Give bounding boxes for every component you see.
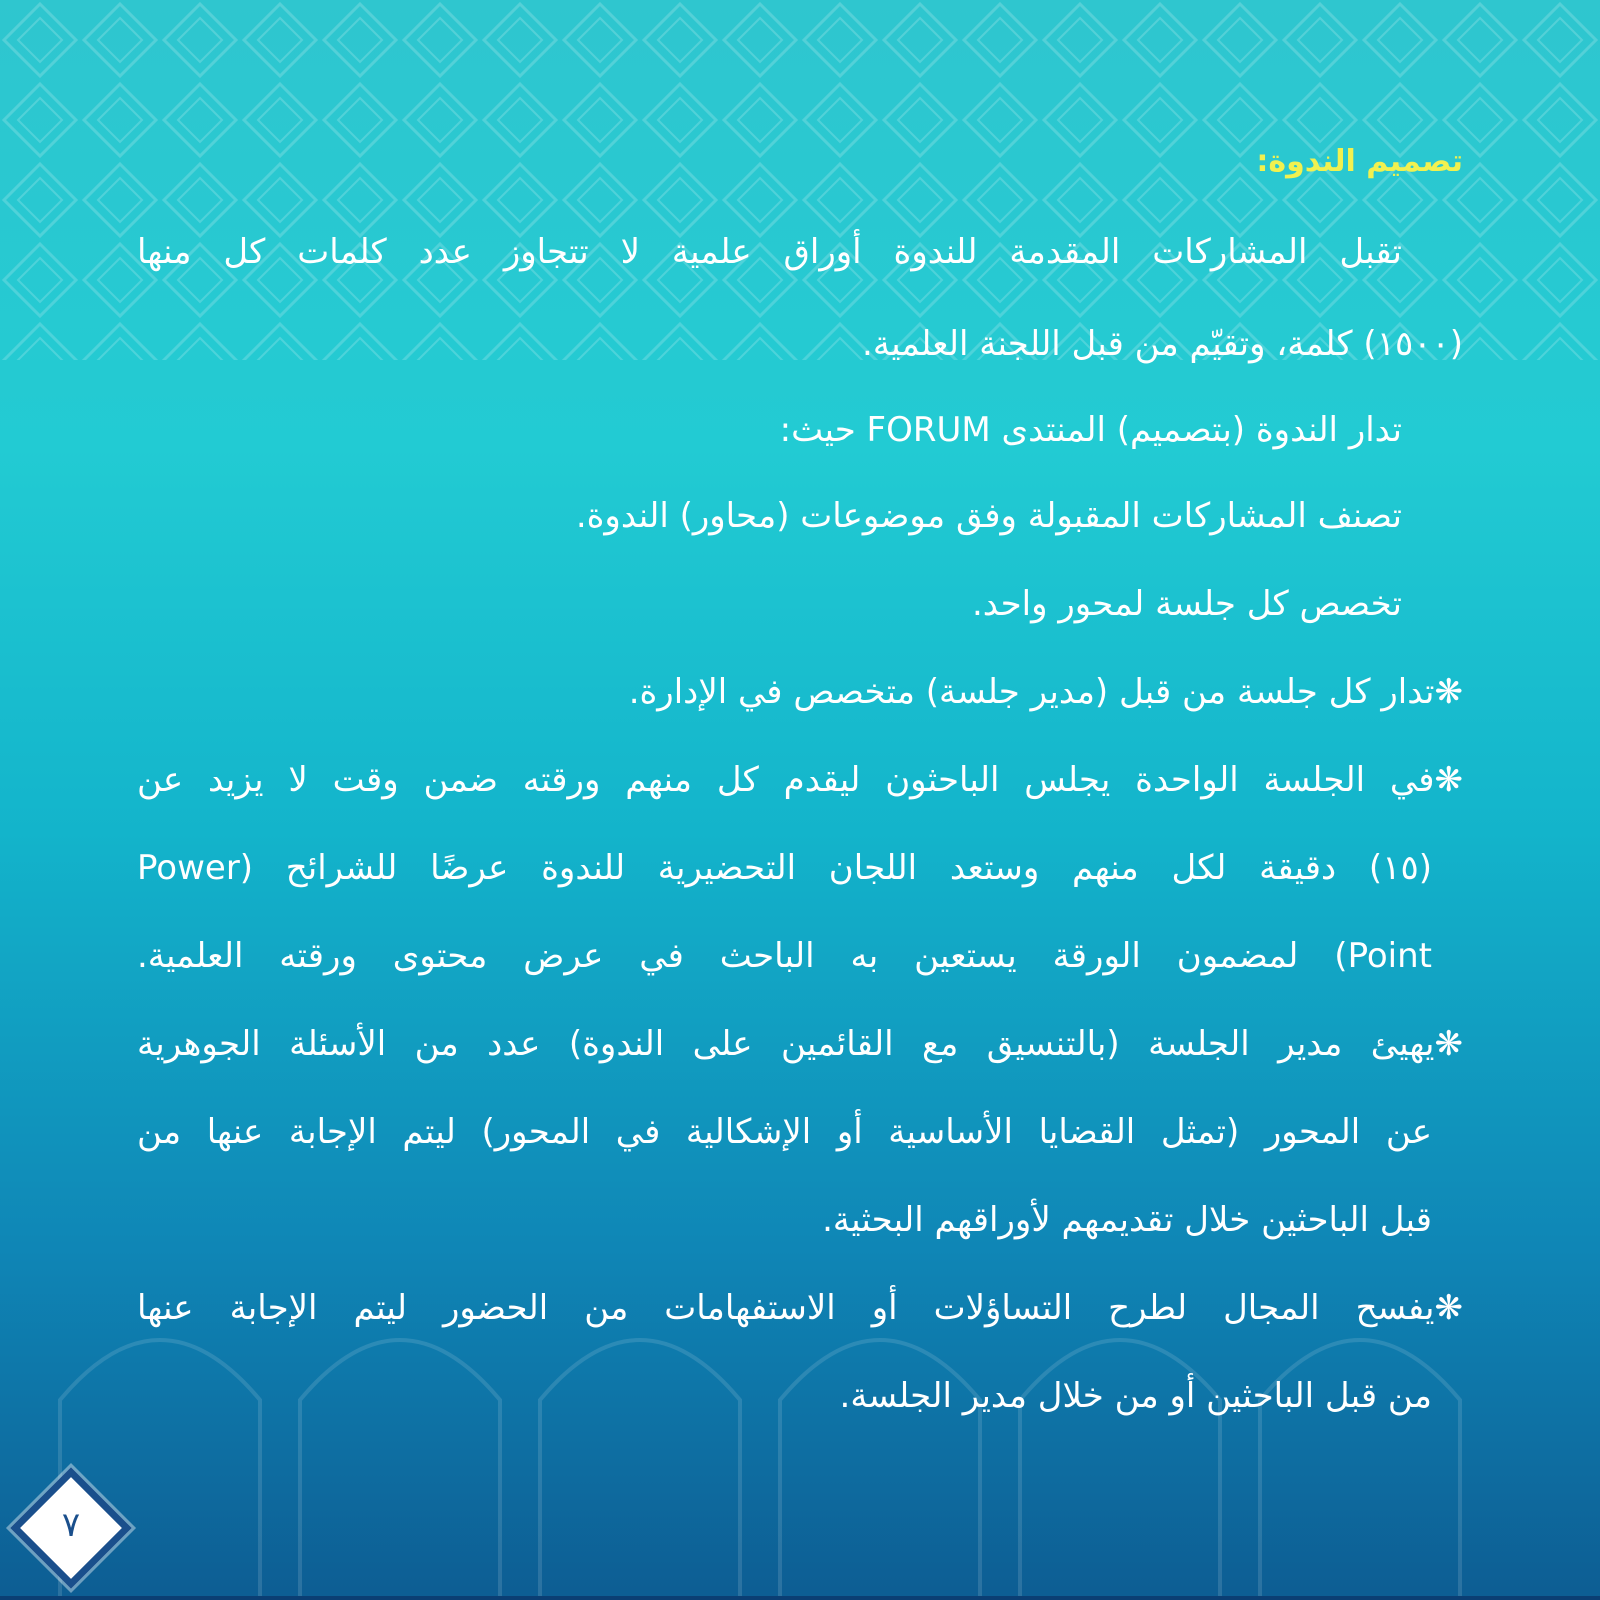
bullet-line: ❋في الجلسة الواحدة يجلس الباحثون ليقدم كل منهم ورقته ضمن وقت لا يزيد عن [137, 760, 1463, 800]
paragraph-line: تقبل المشاركات المقدمة للندوة أوراق علمية لا تتجاوز عدد كلمات كل منها [137, 232, 1402, 272]
page-number: ٧ [61, 1505, 81, 1545]
section-heading: تصميم الندوة: [1256, 144, 1463, 179]
bottom-border [0, 1596, 1600, 1600]
bullet-line: Point) لمضمون الورقة يستعين به الباحث في عرض محتوى ورقته العلمية. [137, 936, 1432, 976]
bullet-line: (١٥) دقيقة لكل منهم وستعد اللجان التحضيرية للندوة عرضًا للشرائح (Power [137, 848, 1432, 888]
bullet-line: ❋تدار كل جلسة من قبل (مدير جلسة) متخصص في الإدارة. [628, 672, 1463, 712]
paragraph-line: تخصص كل جلسة لمحور واحد. [971, 584, 1402, 624]
bullet-line: عن المحور (تمثل القضايا الأساسية أو الإشكالية في المحور) ليتم الإجابة عنها من [137, 1112, 1432, 1152]
paragraph-line: (١٥٠٠) كلمة، وتقيّم من قبل اللجنة العلمية. [862, 324, 1463, 364]
bullet-line: من قبل الباحثين أو من خلال مدير الجلسة. [839, 1376, 1432, 1416]
bullet-line: ❋يهيئ مدير الجلسة (بالتنسيق مع القائمين على الندوة) عدد من الأسئلة الجوهرية [137, 1024, 1463, 1064]
paragraph-line: تدار الندوة (بتصميم) المنتدى FORUM حيث: [779, 410, 1402, 450]
bullet-line: قبل الباحثين خلال تقديمهم لأوراقهم البحثية. [822, 1200, 1432, 1240]
paragraph-line: تصنف المشاركات المقبولة وفق موضوعات (محاور) الندوة. [575, 496, 1402, 536]
bullet-line: ❋يفسح المجال لطرح التساؤلات أو الاستفهامات من الحضور ليتم الإجابة عنها [137, 1288, 1463, 1328]
